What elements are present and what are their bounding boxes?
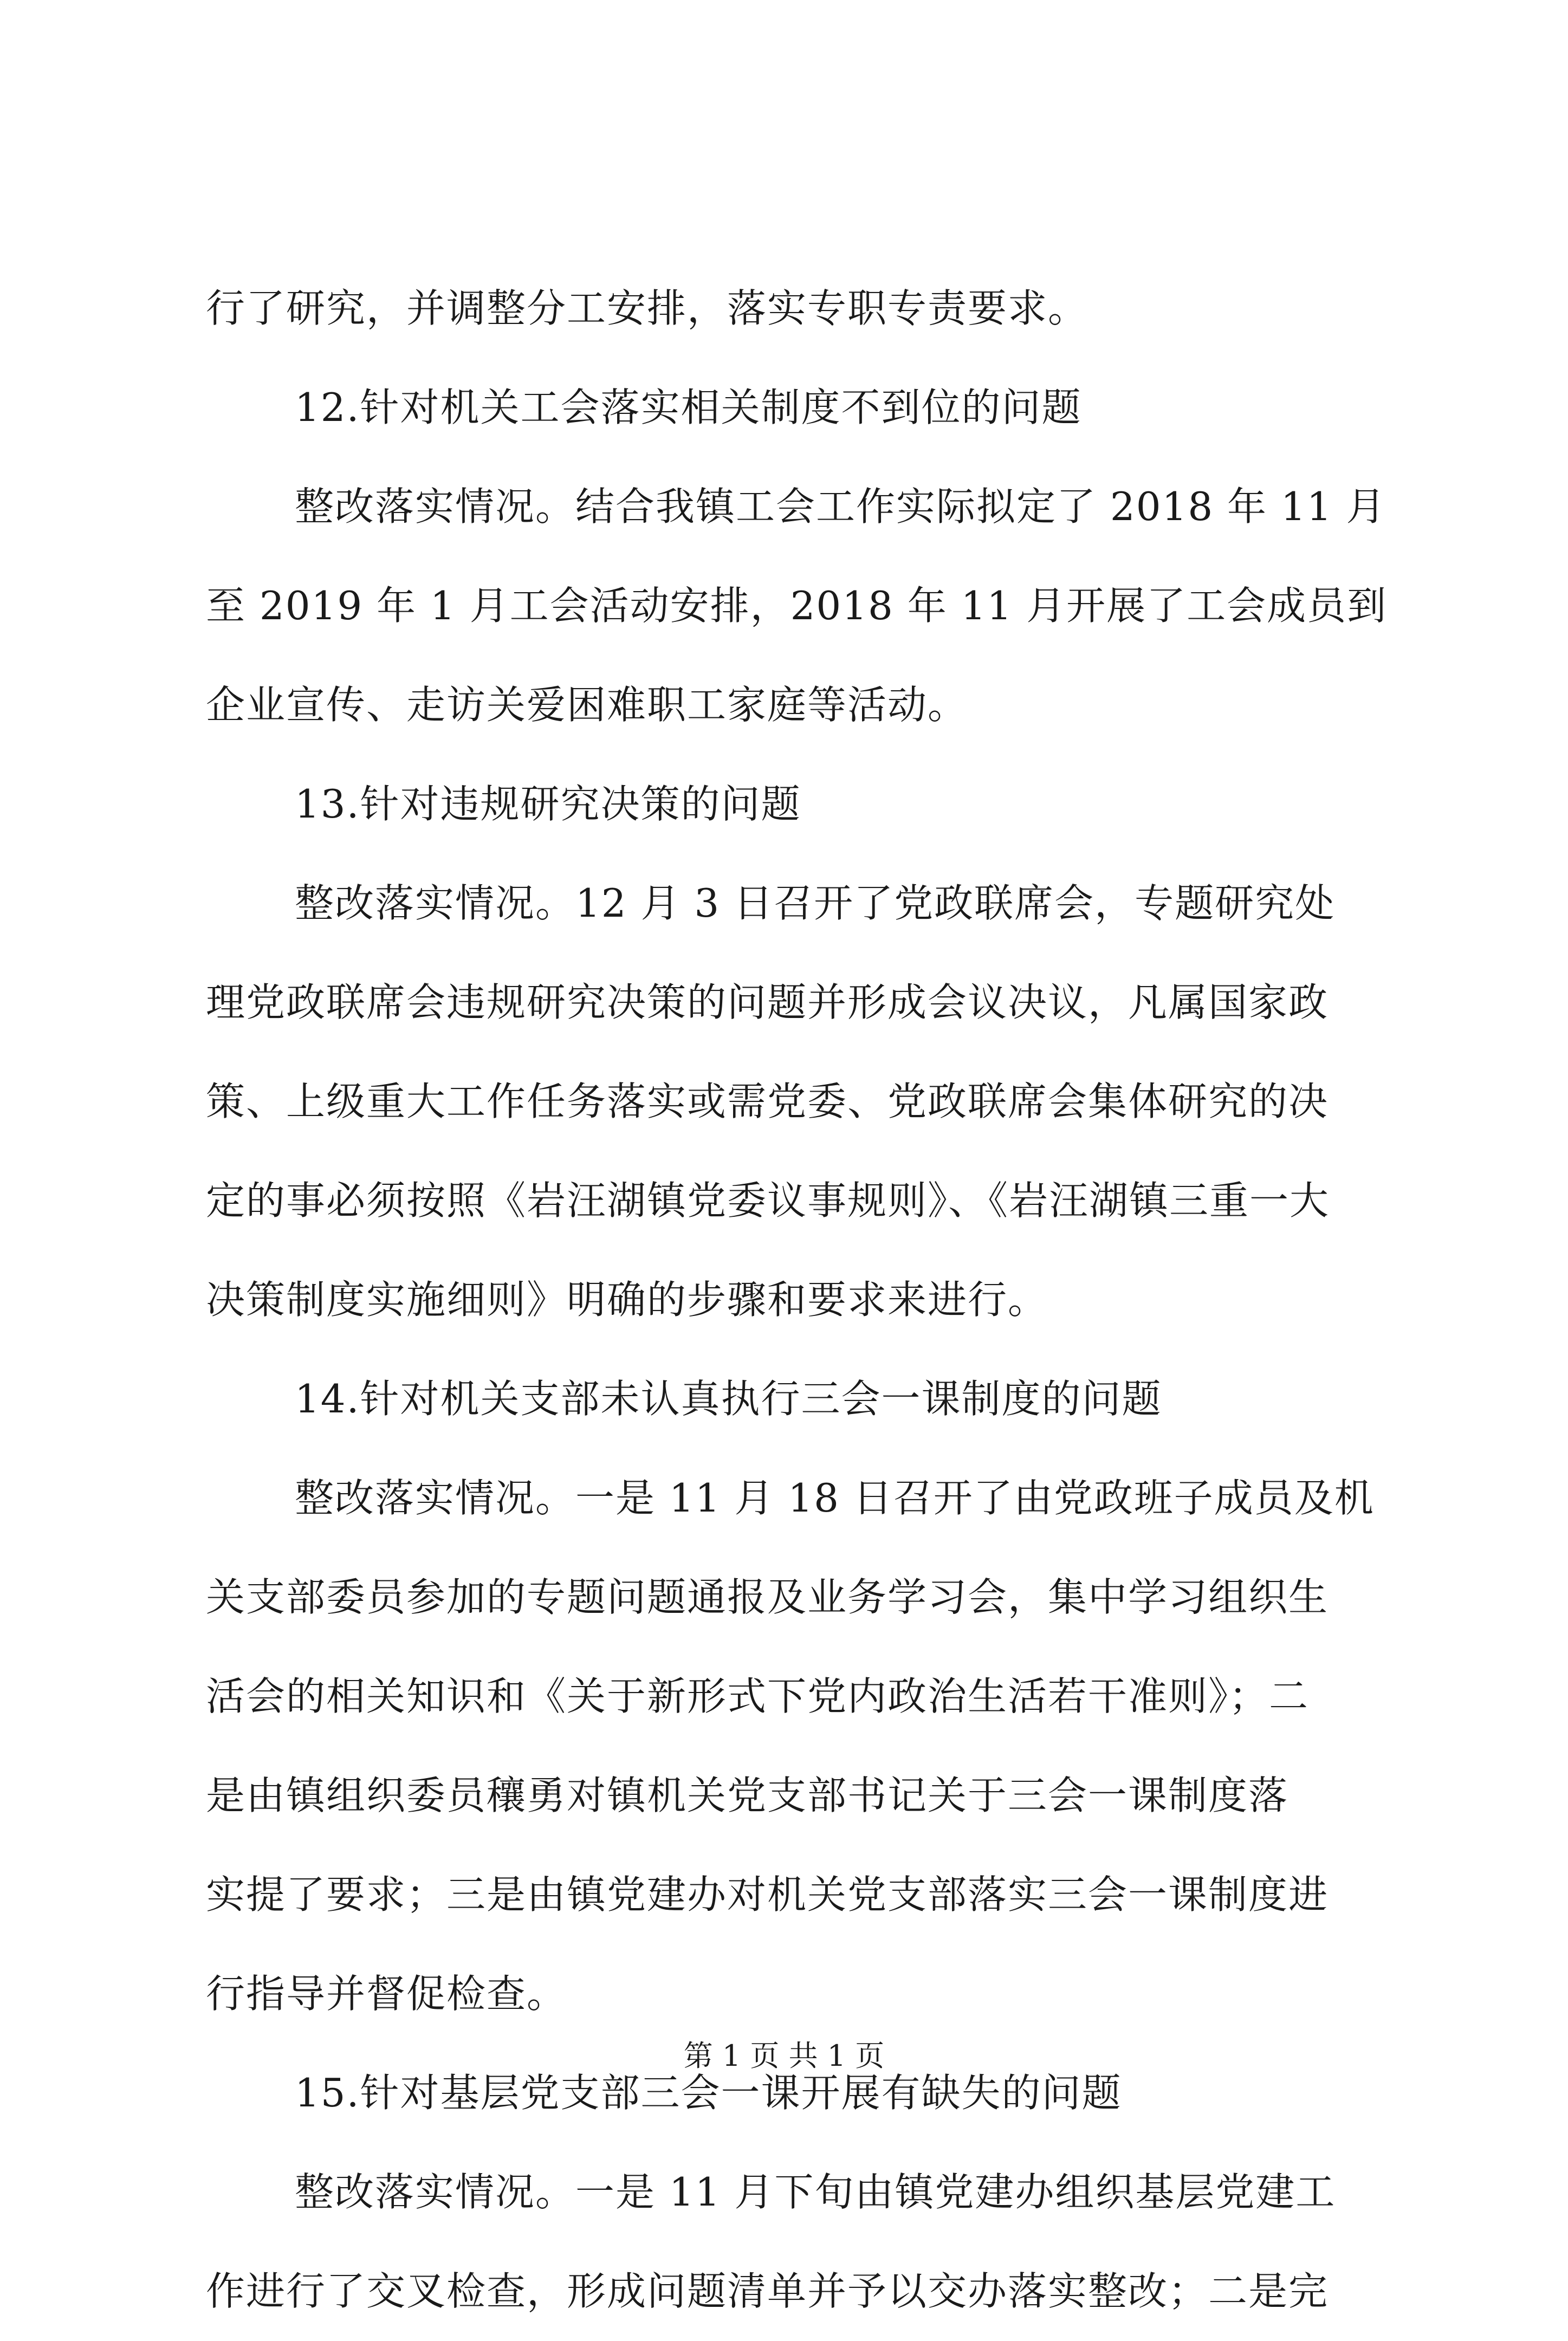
section-heading-12: 12.针对机关工会落实相关制度不到位的问题 — [295, 385, 1082, 430]
paragraph-line: 作进行了交叉检查，形成问题清单并予以交办落实整改；二是完 — [206, 2268, 1329, 2314]
paragraph-line: 策、上级重大工作任务落实或需党委、党政联席会集体研究的决 — [206, 1079, 1329, 1124]
paragraph-line: 理党政联席会违规研究决策的问题并形成会议决议，凡属国家政 — [206, 980, 1329, 1025]
paragraph-line: 行指导并督促检查。 — [206, 1971, 567, 2016]
paragraph-line: 整改落实情况。12 月 3 日召开了党政联席会，专题研究处 — [295, 880, 1336, 926]
paragraph-line: 关支部委员参加的专题问题通报及业务学习会，集中学习组织生 — [206, 1574, 1329, 1620]
paragraph-line: 至 2019 年 1 月工会活动安排，2018 年 11 月开展了工会成员到 — [206, 583, 1388, 628]
paragraph-line: 企业宣传、走访关爱困难职工家庭等活动。 — [206, 682, 968, 728]
page-footer: 第 1 页 共 1 页 — [683, 2039, 885, 2073]
section-heading-13: 13.针对违规研究决策的问题 — [295, 781, 801, 827]
paragraph-line: 活会的相关知识和《关于新形式下党内政治生活若干准则》；二 — [206, 1674, 1310, 1719]
paragraph-line: 定的事必须按照《岩汪湖镇党委议事规则》、《岩汪湖镇三重一大 — [206, 1178, 1330, 1223]
section-heading-15: 15.针对基层党支部三会一课开展有缺失的问题 — [295, 2070, 1122, 2116]
section-heading-14: 14.针对机关支部未认真执行三会一课制度的问题 — [295, 1376, 1162, 1422]
paragraph-line: 整改落实情况。一是 11 月 18 日召开了由党政班子成员及机 — [295, 1475, 1375, 1521]
text-line: 行了研究，并调整分工安排，落实专职专责要求。 — [206, 286, 1088, 331]
paragraph-line: 整改落实情况。结合我镇工会工作实际拟定了 2018 年 11 月 — [295, 484, 1386, 529]
paragraph-line: 是由镇组织委员穰勇对镇机关党支部书记关于三会一课制度落 — [206, 1773, 1289, 1818]
paragraph-line: 整改落实情况。一是 11 月下旬由镇党建办组织基层党建工 — [295, 2169, 1336, 2215]
paragraph-line: 实提了要求；三是由镇党建办对机关党支部落实三会一课制度进 — [206, 1872, 1329, 1917]
document-body — [206, 259, 1388, 2341]
paragraph-line: 决策制度实施细则》明确的步骤和要求来进行。 — [206, 1277, 1048, 1322]
